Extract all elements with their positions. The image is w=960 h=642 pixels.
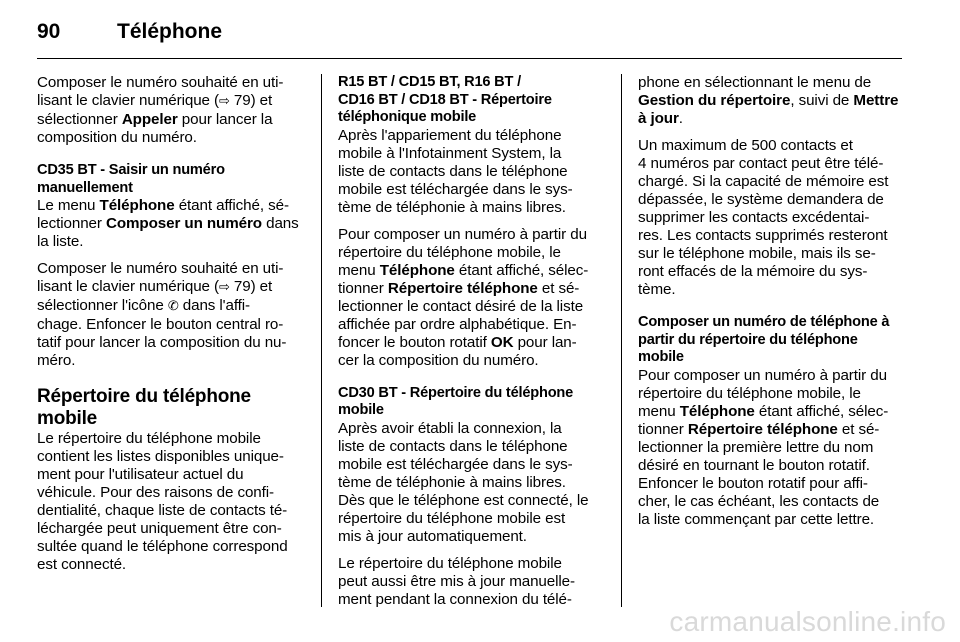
paragraph-cd30-connection: Après avoir établi la connexion, la liste de contacts dans le téléphone mobile est téléchargée dans le sys‐ tème de téléphonie à mains libres. Dès que le téléphone est connecté, le répertoire du téléphone mobile est mis à jour automatiquement. — [338, 419, 589, 545]
paragraph-manual-update: Le répertoire du téléphone mobile peut aussi être mis à jour manuelle‐ ment pendant la connexion du télé‐ — [338, 554, 575, 608]
header-divider — [37, 58, 902, 59]
paragraph-cd35-keypad: Composer le numéro souhaité en uti‐ lisant le clavier numérique (⇨ 79) et sélectionner l'icône ✆ dans l'affi‐ chage. Enfoncer le bouton central ro‐ tatif pour lancer la composition du nu‐ méro. — [37, 260, 287, 370]
paragraph-select-letter: Pour composer un numéro à partir du répertoire du téléphone mobile, le menu Téléphone étant affiché, sélec‐ tionner Répertoire téléphone et sé‐ lectionner la première lettre du nom désiré en tournant le bouton rotatif. Enfoncer le bouton rotatif pour affi‐ cher, le cas échéant, les contacts de la liste commençant par cette lettre. — [638, 366, 889, 528]
subheading-r15-cd18: R15 BT / CD15 BT, R16 BT / CD16 BT / CD18 BT - Répertoire téléphonique mobile — [338, 74, 552, 126]
page-link[interactable]: 79) et — [233, 278, 273, 296]
paragraph-pairing: Après l'appariement du téléphone mobile à l'Infotainment System, la liste de contacts dans le téléphone mobile est téléchargée dans le sys‐ tème de téléphonie à mains libres. — [338, 126, 573, 216]
section-heading-phonebook: Répertoire du téléphone mobile — [37, 386, 251, 430]
paragraph-manage-phonebook: phone en sélectionnant le menu de Gestion du répertoire, suivi de Mettre à jour. — [638, 74, 899, 127]
paragraph-contact-limit: Un maximum de 500 contacts et 4 numéros par contact peut être télé‐ chargé. Si la capacité de mémoire est dépassée, le système demandera de supprimer les contacts excédentai‐ res. Les contacts supprimés resteront sur le téléphone mobile, mais ils se‐ ront effacés de la mémoire du sys‐ tème. — [638, 137, 889, 298]
column-divider-2 — [621, 74, 622, 607]
paragraph-compose-number: Composer le numéro souhaité en uti‐ lisant le clavier numérique (⇨ 79) et sélectionner Appeler pour lancer la composition du numéro. — [37, 74, 284, 146]
column-3 — [638, 74, 902, 529]
paragraph-dial-from-phonebook: Pour composer un numéro à partir du répertoire du téléphone mobile, le menu Téléphone étant affiché, sélec‐ tionner Répertoire téléphone et sé‐ lectionner le contact désiré de la liste affichée par ordre alphabétique. En‐ foncer le bouton rotatif OK pour lan‐ cer la composition du numéro. — [338, 225, 589, 369]
subheading-cd35: CD35 BT - Saisir un numéro manuellement — [37, 162, 225, 196]
column-divider-1 — [321, 74, 322, 607]
phone-handset-icon: ✆ — [167, 299, 179, 315]
column-2 — [338, 74, 606, 609]
paragraph-cd35-menu: Le menu Téléphone étant affiché, sé‐ lectionner Composer un numéro dans la liste. — [37, 197, 299, 251]
menu-term-appeler: Appeler — [121, 111, 178, 128]
arrow-reference-icon[interactable]: ⇨ — [218, 94, 230, 109]
page-link[interactable]: 79) et — [233, 92, 273, 109]
column-1 — [37, 74, 305, 574]
subheading-cd30: CD30 BT - Répertoire du téléphone mobile — [338, 384, 574, 419]
page-header — [37, 16, 902, 56]
watermark: carmanualsonline.info — [669, 606, 946, 637]
page-number: 90 — [37, 20, 61, 43]
paragraph-phonebook-intro: Le répertoire du téléphone mobile contient les listes disponibles unique‐ ment pour l'utilisateur actuel du véhicule. Pour des raisons de confi‐ dentialité, chaque liste de contacts té‐ léchargée peut uniquement être con‐ sultée quand le téléphone correspond est connecté. — [37, 430, 288, 574]
subheading-dial-from-phonebook: Composer un numéro de téléphone à partir du répertoire du téléphone mobile — [638, 314, 890, 366]
section-title: Téléphone — [117, 20, 223, 43]
arrow-reference-icon[interactable]: ⇨ — [218, 280, 230, 296]
